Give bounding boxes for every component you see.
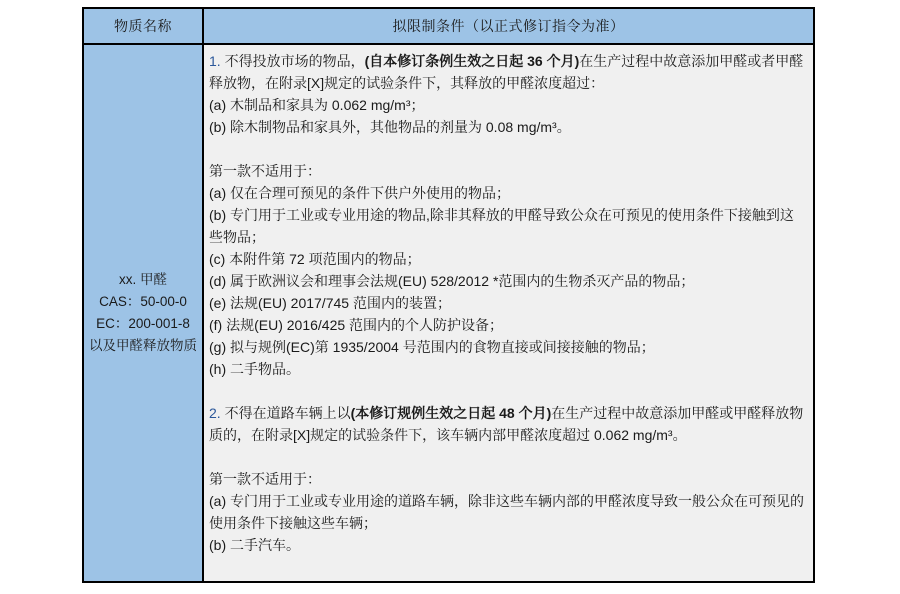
- text-run: (h) 二手物品。: [209, 361, 300, 377]
- blank-line: [209, 446, 805, 468]
- condition-paragraph: [209, 358, 805, 380]
- text-run: (d) 属于欧洲议会和理事会法规(EU) 528/2012 *范围内的生物杀灭产品的物品；: [209, 273, 695, 289]
- condition-paragraph: [209, 402, 805, 446]
- condition-paragraph: [209, 292, 805, 314]
- condition-paragraph: [209, 160, 805, 182]
- substance-line: xx. 甲醛: [118, 272, 167, 287]
- condition-paragraph: [209, 336, 805, 358]
- condition-paragraph: [209, 204, 805, 248]
- substance-line: CAS：50-00-0: [99, 294, 187, 309]
- list-number: 1.: [209, 53, 225, 69]
- condition-paragraph: [209, 94, 805, 116]
- text-run: (a) 专门用于工业或专业用途的道路车辆，除非这些车辆内部的甲醛浓度导致一般公众在可预见的使用条件下接触这些车辆；: [209, 493, 804, 531]
- text-run: (g) 拟与规例(EC)第 1935/2004 号范围内的食物直接或间接接触的物品；: [209, 339, 655, 355]
- restriction-table: [82, 7, 815, 583]
- condition-paragraph: [209, 468, 805, 490]
- text-run: (本修订规例生效之日起 48 个月): [350, 405, 552, 421]
- condition-paragraph: [209, 116, 805, 138]
- text-run: (f) 法规(EU) 2016/425 范围内的个人防护设备；: [209, 317, 504, 333]
- header-substance-name: 物质名称: [84, 9, 204, 45]
- condition-paragraph: [209, 182, 805, 204]
- conditions-cell: [204, 45, 813, 581]
- condition-paragraph: [209, 270, 805, 292]
- text-run: (e) 法规(EU) 2017/745 范围内的装置；: [209, 295, 451, 311]
- text-run: 不得在道路车辆上以: [224, 405, 351, 421]
- text-run: (自本修订条例生效之日起 36 个月): [364, 53, 580, 69]
- substance-line: 以及甲醛释放物质: [89, 338, 197, 353]
- substance-cell: [84, 45, 204, 581]
- condition-paragraph: [209, 490, 805, 534]
- blank-line: [209, 138, 805, 160]
- text-run: 第一款不适用于：: [209, 163, 321, 179]
- text-run: (b) 二手汽车。: [209, 537, 300, 553]
- condition-paragraph: [209, 314, 805, 336]
- condition-paragraph: [209, 534, 805, 556]
- substance-line: EC：200-001-8: [96, 316, 190, 331]
- blank-line: [209, 380, 805, 402]
- text-run: 不得投放市场的物品，: [224, 53, 365, 69]
- text-run: (a) 木制品和家具为 0.062 mg/m³；: [209, 97, 425, 113]
- text-run: 在生产过程中故意添加甲醛或者甲醛释放物，在附录[X]规定的试验条件下，其释放的甲醛浓度超过：: [209, 53, 804, 91]
- text-run: (b) 专门用于工业或专业用途的物品,除非其释放的甲醛导致公众在可预见的使用条件下接触到这些物品；: [209, 207, 794, 245]
- list-number: 2.: [209, 405, 225, 421]
- header-restriction-conditions: 拟限制条件（以正式修订指令为准）: [204, 9, 813, 45]
- text-run: (a) 仅在合理可预见的条件下供户外使用的物品；: [209, 185, 510, 201]
- text-run: (b) 除木制物品和家具外，其他物品的剂量为 0.08 mg/m³。: [209, 119, 571, 135]
- text-run: 第一款不适用于：: [209, 471, 321, 487]
- condition-paragraph: [209, 248, 805, 270]
- text-run: (c) 本附件第 72 项范围内的物品；: [209, 251, 421, 267]
- condition-paragraph: [209, 50, 805, 94]
- text-run: 在生产过程中故意添加甲醛或甲醛释放物质的，在附录[X]规定的试验条件下，该车辆内部甲醛浓度超过 0.062 mg/m³。: [209, 405, 804, 443]
